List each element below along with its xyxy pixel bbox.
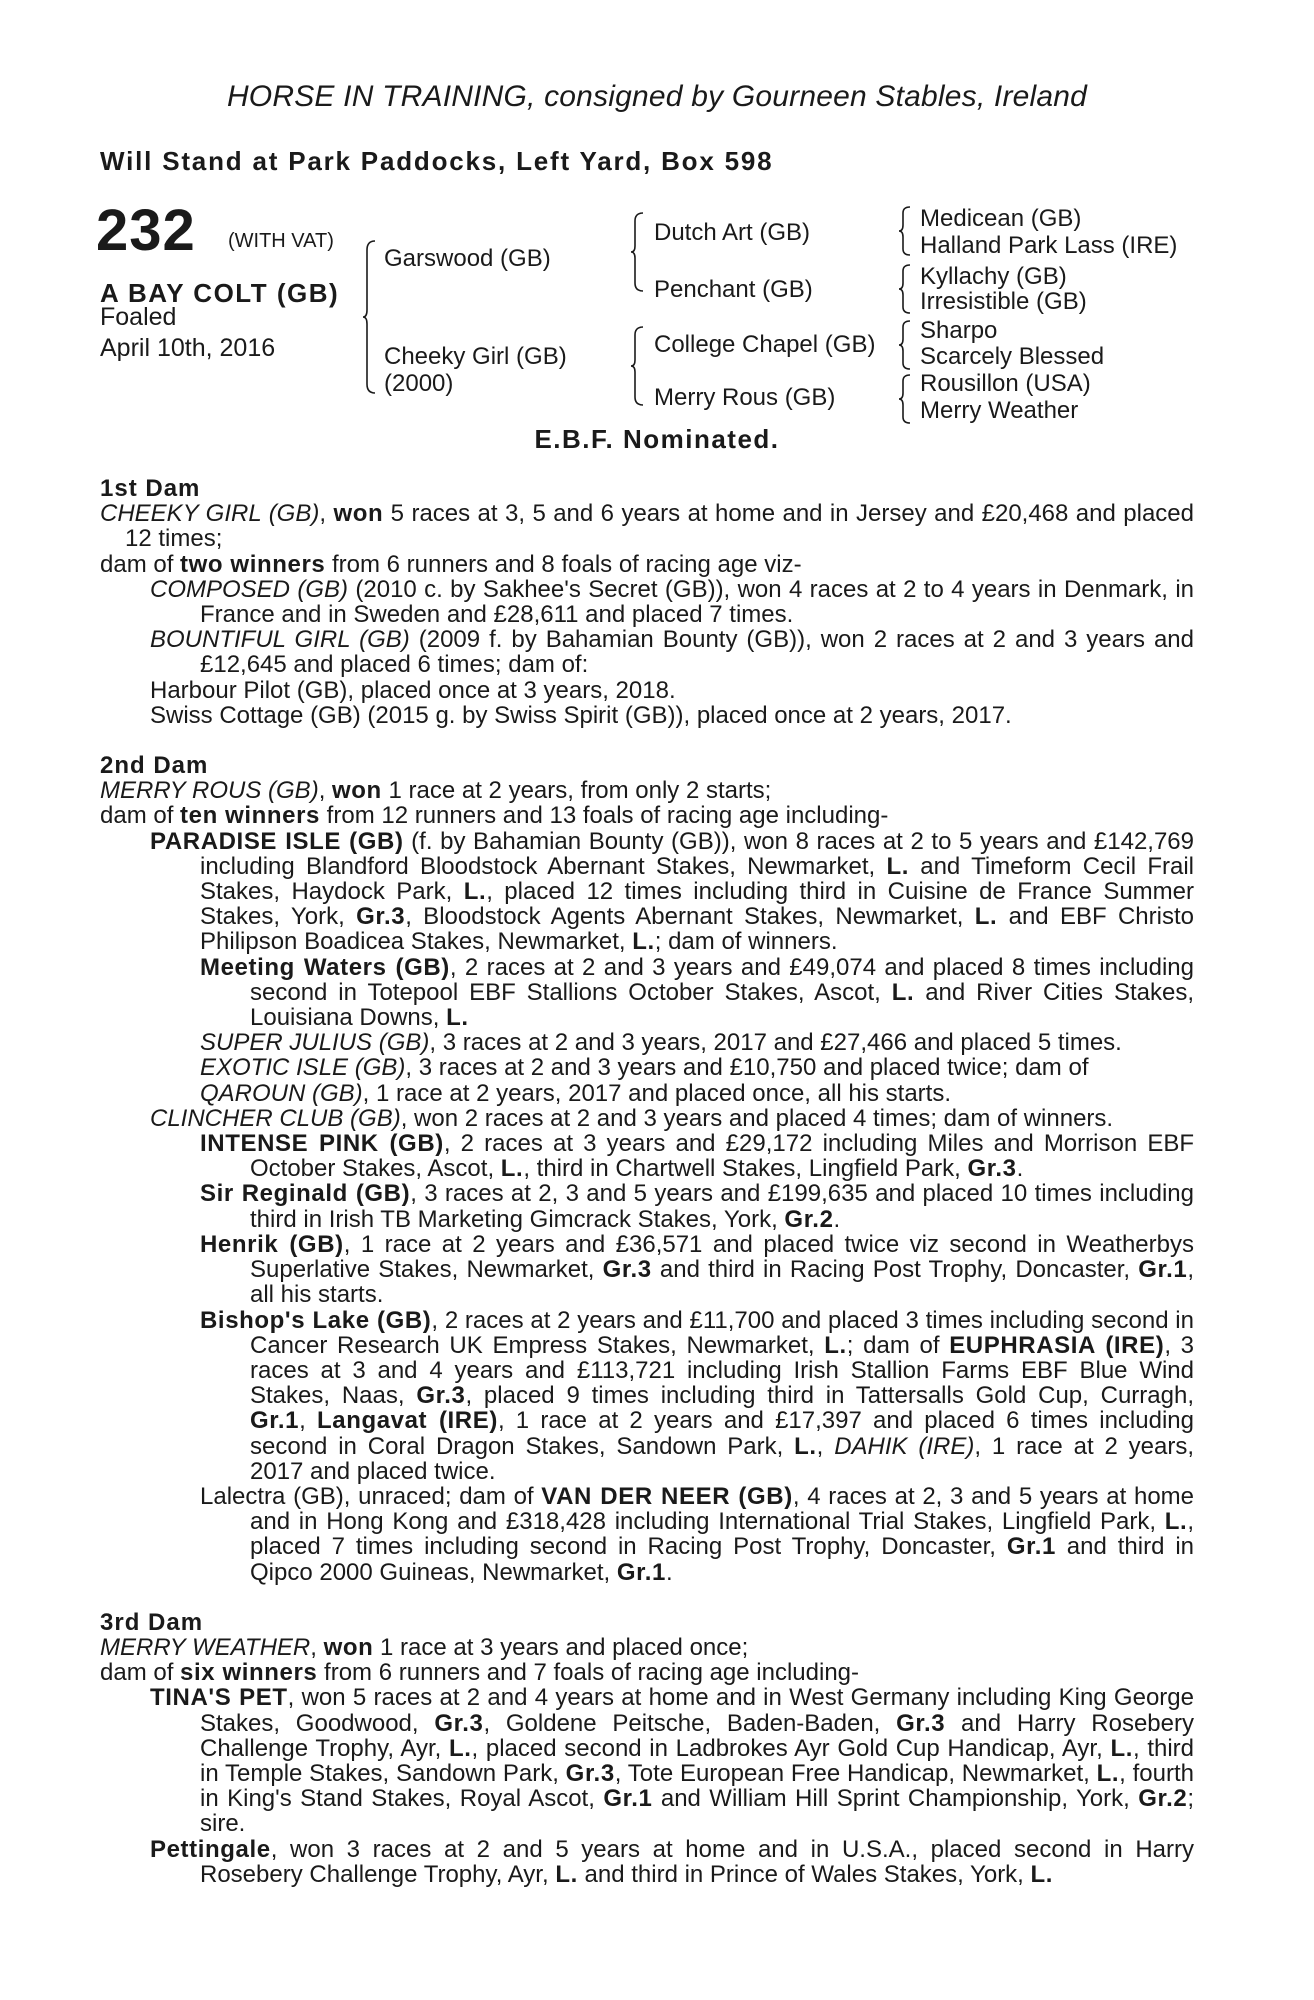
text-run: dam of: [100, 550, 181, 578]
text-run: , won 2 races at 2 and 3 years and placed 4 times; dam of winners.: [400, 1104, 1114, 1132]
italic-text: CLINCHER CLUB (GB): [150, 1104, 401, 1132]
text-run: , third in Chartwell Stakes, Lingfield Park,: [523, 1155, 968, 1183]
text-run: ; sire.: [200, 1785, 1195, 1838]
pedigree-gg-6: Scarcely Blessed: [920, 343, 1105, 370]
text-run: , won 5 races at 2 and 4 years at home and in West Germany including King George Stakes, Goodwood,: [200, 1684, 1194, 1737]
text-run: Swiss Cottage (GB) (2015 g. by Swiss Spirit (GB)), placed once at 2 years, 2017.: [150, 701, 1012, 729]
body-paragraph: [100, 1131, 1194, 1181]
body-paragraph: [100, 1635, 1194, 1660]
italic-text: SUPER JULIUS (GB): [200, 1029, 430, 1057]
text-run: 3rd Dam: [100, 1608, 204, 1636]
text-run: .: [665, 1558, 673, 1586]
bold-text: L.: [824, 1331, 847, 1359]
pedigree-sire-dam: Penchant (GB): [654, 276, 813, 303]
bold-text: Gr.3: [416, 1382, 466, 1410]
bold-text: Gr.3: [967, 1155, 1017, 1183]
pedigree-bracket-g1: [898, 206, 912, 256]
text-run: , 2 races at 2 and 3 years and £49,074 and placed 8 times including second in Totepool EBF Stallions October Stakes, Ascot,: [250, 953, 1194, 1006]
body-paragraph: [100, 627, 1194, 677]
pedigree-sire-sire: Dutch Art (GB): [654, 219, 811, 246]
body-paragraph: [100, 577, 1194, 627]
italic-text: MERRY ROUS (GB): [100, 777, 319, 805]
foaled-date: April 10th, 2016: [100, 334, 276, 362]
text-run: , Tote European Free Handicap, Newmarket,: [614, 1759, 1097, 1787]
bold-text: Bishop's Lake (GB): [200, 1306, 432, 1334]
bold-text: Meeting Waters (GB): [200, 953, 450, 981]
bold-text: six winners: [180, 1659, 318, 1687]
text-run: , placed 12 times including third in Cuisine de France Summer Stakes, York,: [200, 878, 1194, 931]
text-run: and EBF Christo Philipson Boadicea Stakes, Newmarket,: [200, 903, 1194, 956]
text-run: 1 race at 3 years and placed once;: [373, 1633, 749, 1661]
pedigree-gg-1: Medicean (GB): [920, 205, 1082, 232]
pedigree-dam-year: (2000): [384, 370, 454, 397]
bold-text: Langavat (IRE): [316, 1407, 498, 1435]
text-run: , Bloodstock Agents Abernant Stakes, Newmarket,: [405, 903, 975, 931]
text-run: .: [833, 1205, 841, 1233]
bold-text: Gr.1: [603, 1785, 653, 1813]
text-run: .: [1016, 1155, 1024, 1183]
body-paragraph: [100, 1181, 1194, 1231]
text-run: ,: [299, 1407, 317, 1435]
body-paragraph: [100, 1081, 1194, 1106]
pedigree-gg-2: Halland Park Lass (IRE): [920, 232, 1178, 259]
bold-text: L.: [794, 1432, 817, 1460]
bold-text: L.: [632, 928, 655, 956]
bold-text: L.: [1110, 1734, 1133, 1762]
bold-text: Gr.1: [1006, 1533, 1056, 1561]
horse-description: A BAY COLT (GB): [100, 278, 340, 308]
italic-text: QAROUN (GB): [200, 1079, 363, 1107]
text-run: from 6 runners and 8 foals of racing age viz-: [325, 550, 802, 578]
text-run: , 2 races at 3 years and £29,172 including Miles and Morrison EBF October Stakes, Ascot,: [250, 1130, 1194, 1183]
body-paragraph: [100, 803, 1194, 828]
bold-text: TINA'S PET: [150, 1684, 288, 1712]
pedigree-gg-8: Merry Weather: [920, 397, 1079, 424]
foaled-block: [100, 302, 275, 364]
bold-text: L.: [1030, 1860, 1054, 1888]
section-heading: [100, 753, 1194, 778]
text-run: , 1 race at 2 years and £36,571 and placed twice viz second in Weatherbys Superlative Stakes, Newmarket,: [250, 1230, 1194, 1284]
section-heading: [100, 476, 1194, 501]
body-paragraph: [100, 703, 1194, 728]
text-run: ; dam of winners.: [654, 928, 838, 956]
pedigree-bracket-g2: [898, 264, 912, 314]
bold-text: Gr.1: [616, 1558, 666, 1586]
pedigree-dam-dam: Merry Rous (GB): [654, 384, 836, 411]
text-run: (f. by Bahamian Bounty (GB)), won 8 races at 2 to 5 years and £142,769 including Blandford Bloodstock Abernant Stakes, Newmarket,: [200, 827, 1194, 880]
bold-text: Gr.1: [250, 1407, 300, 1435]
text-run: ,: [310, 1633, 324, 1661]
bold-text: L.: [555, 1860, 578, 1888]
bold-text: L.: [446, 1004, 469, 1032]
body-paragraph: [100, 1055, 1194, 1080]
text-run: ; dam of: [846, 1331, 950, 1359]
body-paragraph: [100, 678, 1194, 703]
bold-text: ten winners: [180, 802, 321, 830]
pedigree-bracket-dam: [630, 326, 646, 406]
italic-text: CHEEKY GIRL (GB): [100, 500, 320, 528]
text-run: ,: [816, 1432, 835, 1460]
lot-number: 232: [96, 198, 196, 263]
bold-text: L.: [500, 1155, 524, 1183]
text-run: , Goldene Peitsche, Baden-Baden,: [483, 1709, 897, 1737]
pedigree-bracket-sire: [630, 212, 646, 292]
italic-text: DAHIK (IRE): [834, 1432, 975, 1460]
bold-text: Gr.1: [1138, 1256, 1188, 1284]
page-header: HORSE IN TRAINING, consigned by Gourneen Stables, Ireland: [226, 80, 1088, 113]
pedigree-gg-3: Kyllachy (GB): [920, 263, 1067, 290]
bold-text: won: [332, 777, 382, 805]
text-run: dam of: [100, 802, 181, 830]
body-paragraph: [100, 1232, 1194, 1308]
text-run: ,: [319, 500, 334, 528]
bold-text: two winners: [180, 550, 326, 578]
text-run: , placed 7 times including second in Racing Post Trophy, Doncaster,: [250, 1508, 1194, 1561]
bold-text: Gr.3: [356, 903, 406, 931]
bold-text: EUPHRASIA (IRE): [949, 1331, 1165, 1359]
body-paragraph: [100, 829, 1194, 955]
text-run: 2nd Dam: [100, 752, 209, 780]
bold-text: L.: [891, 978, 915, 1006]
pedigree-bracket-g3: [898, 320, 912, 370]
pedigree-gg-7: Rousillon (USA): [920, 370, 1091, 397]
text-run: (2009 f. by Bahamian Bounty (GB)), won 2 races at 2 and 3 years and £12,645 and placed 6 times; dam of:: [200, 626, 1195, 679]
text-run: , 2 races at 2 years and £11,700 and placed 3 times including second in Cancer Research UK Empress Stakes, Newmarket,: [250, 1306, 1194, 1359]
text-run: and third in Racing Post Trophy, Doncaster,: [651, 1256, 1139, 1284]
body-paragraph: [100, 1484, 1194, 1585]
text-run: , 3 races at 2 and 3 years and £10,750 and placed twice; dam of: [405, 1054, 1089, 1082]
text-run: from 6 runners and 7 foals of racing age including-: [317, 1659, 860, 1687]
bold-text: L.: [463, 878, 487, 906]
bold-text: Gr.3: [434, 1709, 484, 1737]
text-run: dam of: [100, 1659, 181, 1687]
text-run: and third in Qipco 2000 Guineas, Newmarket,: [250, 1533, 1194, 1586]
text-run: 5 races at 3, 5 and 6 years at home and in Jersey and £20,468 and placed 12 times;: [125, 500, 1194, 553]
bold-text: Gr.3: [602, 1256, 652, 1284]
body-paragraph: [100, 501, 1194, 551]
text-run: , 3 races at 3 and 4 years and £113,721 including Irish Stallion Farms EBF Blue Wind Stakes, Naas,: [250, 1331, 1195, 1410]
text-run: and River Cities Stakes, Louisiana Downs,: [250, 978, 1194, 1032]
pedigree-sire: Garswood (GB): [384, 245, 551, 272]
ebf-nominated: E.B.F. Nominated.: [534, 424, 780, 454]
text-run: 1 race at 2 years, from only 2 starts;: [381, 777, 772, 805]
italic-text: BOUNTIFUL GIRL (GB): [150, 626, 410, 654]
bold-text: Gr.2: [1138, 1785, 1188, 1813]
text-run: (2010 c. by Sakhee's Secret (GB)), won 4 races at 2 to 4 years in Denmark, in France and in Sweden and £28,611 and placed 7 times.: [200, 575, 1194, 629]
text-run: and Timeform Cecil Frail Stakes, Haydock Park,: [200, 852, 1194, 906]
bold-text: Gr.2: [784, 1205, 834, 1233]
bold-text: Sir Reginald (GB): [200, 1180, 411, 1208]
text-run: and third in Prince of Wales Stakes, York,: [577, 1860, 1031, 1888]
text-run: , won 3 races at 2 and 5 years at home and in U.S.A., placed second in Harry Rosebery Challenge Trophy, Ayr,: [200, 1835, 1194, 1888]
body-paragraph: [100, 955, 1194, 1031]
bold-text: Pettingale: [150, 1835, 271, 1863]
vat-label: (WITH VAT): [228, 230, 334, 252]
body-paragraph: [100, 552, 1194, 577]
stand-location: Will Stand at Park Paddocks, Left Yard, Box 598: [100, 146, 774, 176]
text-run: Lalectra (GB), unraced; dam of: [200, 1482, 542, 1510]
text-run: , 1 race at 2 years, 2017 and placed once, all his starts.: [362, 1079, 952, 1107]
pedigree-dam: Cheeky Girl (GB): [384, 343, 567, 370]
italic-text: MERRY WEATHER: [100, 1633, 311, 1661]
bold-text: L.: [1164, 1508, 1188, 1536]
bold-text: L.: [1096, 1759, 1120, 1787]
italic-text: EXOTIC ISLE (GB): [200, 1054, 406, 1082]
bold-text: won: [333, 500, 384, 528]
bold-text: L.: [448, 1734, 472, 1762]
text-run: , placed 9 times including third in Tattersalls Gold Cup, Curragh,: [465, 1382, 1194, 1410]
text-run: , third in Temple Stakes, Sandown Park,: [200, 1734, 1195, 1787]
body-paragraph: [100, 1685, 1194, 1836]
text-run: , 4 races at 2, 3 and 5 years at home and in Hong Kong and £318,428 including International Trial Stakes, Lingfield Park,: [250, 1482, 1195, 1536]
pedigree-bracket-main: [362, 240, 378, 394]
text-run: 1st Dam: [100, 475, 201, 502]
foaled-label: Foaled: [100, 303, 177, 331]
pedigree-gg-5: Sharpo: [920, 317, 998, 344]
text-run: , 3 races at 2, 3 and 5 years and £199,635 and placed 10 times including third in Irish TB Marketing Gimcrack Stakes, York,: [250, 1180, 1194, 1233]
bold-text: Henrik (GB): [200, 1230, 344, 1258]
text-run: , fourth in King's Stand Stakes, Royal Ascot,: [200, 1759, 1194, 1813]
body-paragraph: [100, 1660, 1194, 1685]
body-paragraph: [100, 778, 1194, 803]
text-run: , 1 race at 2 years and £17,397 and placed 6 times including second in Coral Dragon Stakes, Sandown Park,: [250, 1407, 1194, 1460]
pedigree-dam-sire: College Chapel (GB): [654, 331, 876, 358]
text-run: from 12 runners and 13 foals of racing age including-: [320, 802, 889, 830]
text-run: , all his starts.: [250, 1256, 1194, 1309]
bold-text: Gr.3: [896, 1709, 946, 1737]
text-run: , 1 race at 2 years, 2017 and placed twice.: [250, 1432, 1194, 1485]
text-run: and Harry Rosebery Challenge Trophy, Ayr,: [200, 1709, 1194, 1762]
body-paragraph: [100, 1030, 1194, 1055]
text-run: , 3 races at 2 and 3 years, 2017 and £27,466 and placed 5 times.: [429, 1029, 1122, 1057]
bold-text: INTENSE PINK (GB): [200, 1130, 444, 1158]
text-run: and William Hill Sprint Championship, York,: [652, 1785, 1139, 1813]
bold-text: won: [323, 1633, 374, 1661]
body-paragraph: [100, 1106, 1194, 1131]
italic-text: COMPOSED (GB): [150, 575, 349, 603]
bold-text: L.: [886, 852, 909, 880]
bold-text: VAN DER NEER (GB): [541, 1482, 793, 1510]
pedigree-bracket-g4: [898, 374, 912, 424]
text-run: Harbour Pilot (GB), placed once at 3 years, 2018.: [150, 676, 676, 704]
bold-text: Gr.3: [565, 1759, 615, 1787]
body-paragraph: [100, 1837, 1194, 1887]
bold-text: L.: [974, 903, 998, 931]
section-heading: [100, 1610, 1194, 1635]
bold-text: PARADISE ISLE (GB): [150, 827, 404, 855]
text-run: ,: [318, 777, 333, 805]
text-run: , placed second in Ladbrokes Ayr Gold Cup Handicap, Ayr,: [471, 1734, 1111, 1762]
catalogue-body: [100, 476, 1194, 1887]
body-paragraph: [100, 1308, 1194, 1484]
pedigree-gg-4: Irresistible (GB): [920, 288, 1087, 315]
